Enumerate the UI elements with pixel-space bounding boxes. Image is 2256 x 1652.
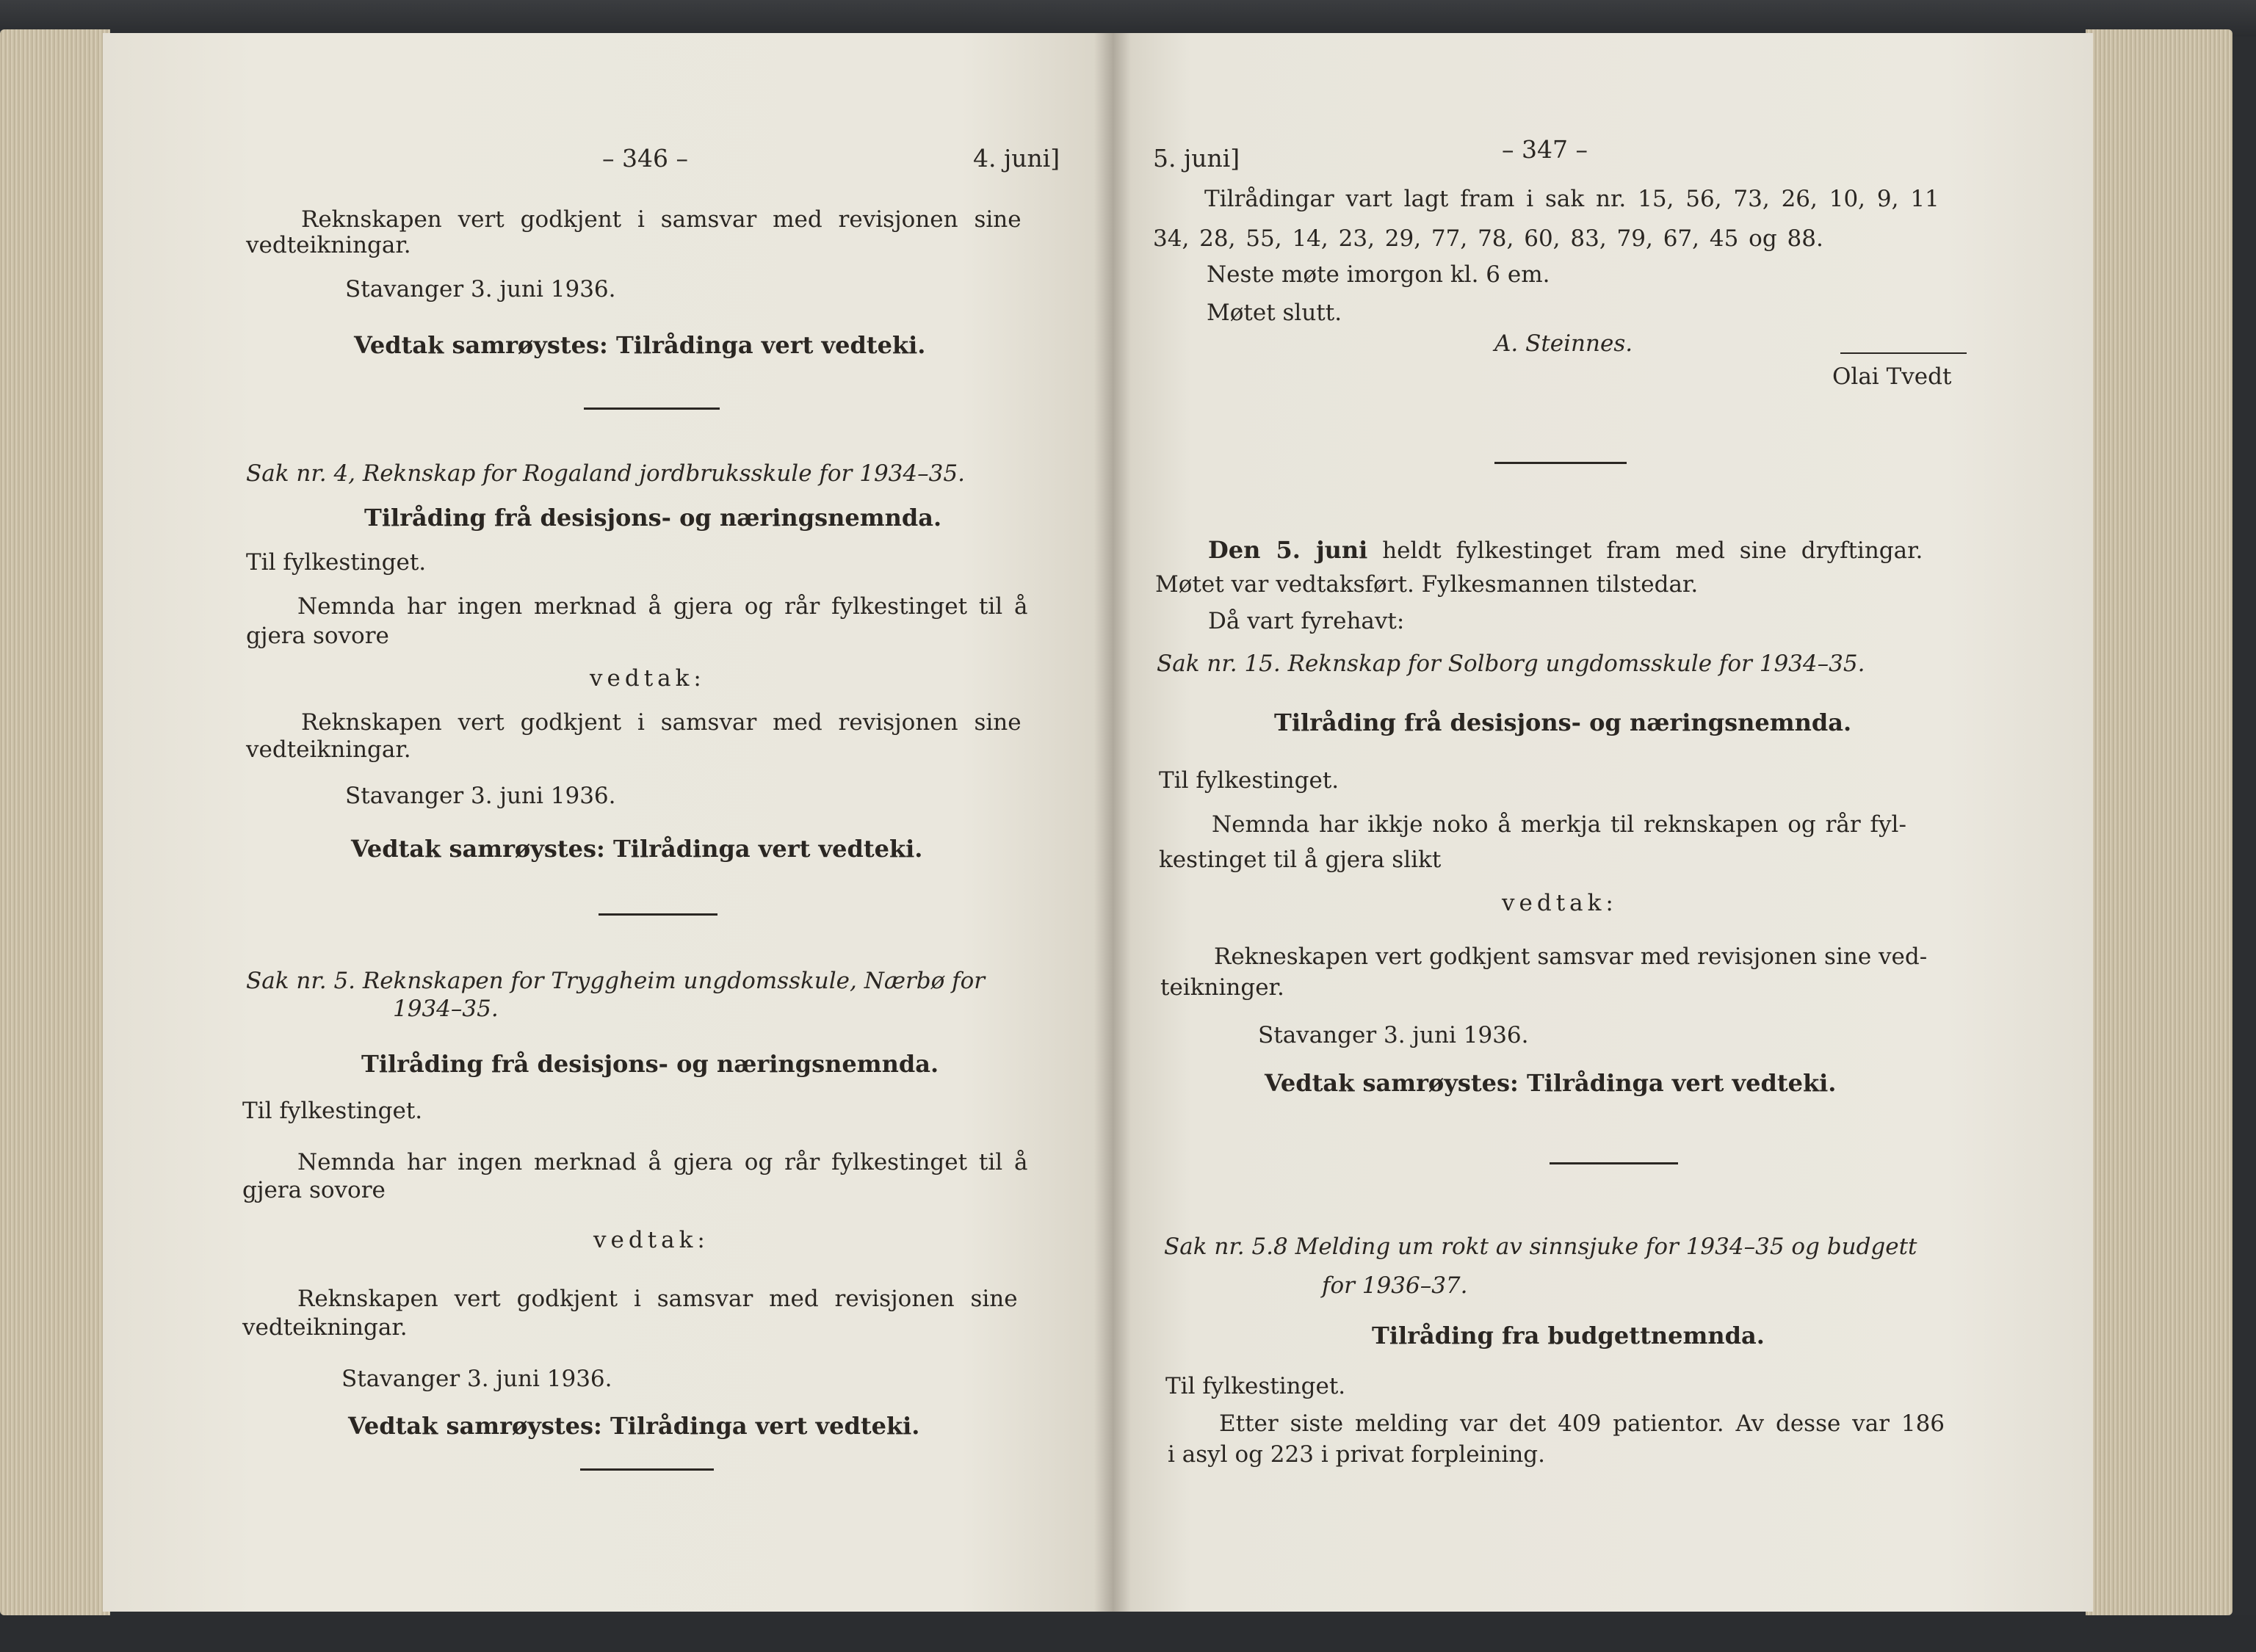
section-heading: Tilråding fra budgettnemnda. xyxy=(1372,1322,1765,1350)
session-date: Den 5. juni xyxy=(1208,536,1368,564)
paragraph-line: Nemnda har ingen merknad å gjera og rår fylkestinget til å xyxy=(297,1149,1028,1175)
paragraph-line: vedteikningar. xyxy=(242,1314,408,1341)
section-rule xyxy=(580,1468,714,1471)
signature-name: Olai Tvedt xyxy=(1832,363,1952,390)
section-rule xyxy=(599,913,717,916)
section-heading: Tilråding frå desisjons- og næringsnemnda. xyxy=(1274,709,1852,736)
session-text: heldt fylkestinget fram med sine dryftingar. xyxy=(1382,537,1923,564)
paragraph-line: Nemnda har ikkje noko å merkja til reknskapen og rår fyl- xyxy=(1212,811,1906,838)
paragraph-line: gjera sovore xyxy=(246,623,389,649)
paragraph-line: 34, 28, 55, 14, 23, 29, 77, 78, 60, 83, 79, 67, 45 og 88. xyxy=(1153,225,1823,252)
place-date: Stavanger 3. juni 1936. xyxy=(345,276,616,302)
paragraph-line: kestinget til å gjera slikt xyxy=(1159,847,1442,873)
session-opening xyxy=(1208,536,1923,565)
book-cover-top xyxy=(0,0,2256,37)
page-number: – 346 – xyxy=(602,144,688,173)
paragraph-line: Neste møte imorgon kl. 6 em. xyxy=(1207,261,1550,288)
case-title: 1934–35. xyxy=(393,996,499,1022)
paragraph-line: Rekneskapen vert godkjent samsvar med revisjonen sine ved- xyxy=(1214,943,1928,970)
page-edges-right xyxy=(2086,29,2232,1615)
case-title: Sak nr. 5. Reknskapen for Tryggheim ungdomsskule, Nærbø for xyxy=(246,968,986,994)
signature-line xyxy=(1840,352,1967,354)
page-number: – 347 – xyxy=(1502,135,1588,164)
paragraph-line: vedteikningar. xyxy=(246,232,411,258)
header-date: 5. juni] xyxy=(1153,144,1240,173)
paragraph-line: gjera sovore xyxy=(242,1177,386,1203)
page-edges-left xyxy=(0,29,110,1615)
paragraph-line: vedteikningar. xyxy=(246,736,411,763)
addressee: Til fylkestinget. xyxy=(1165,1373,1346,1399)
case-title: Sak nr. 15. Reknskap for Solborg ungdomsskule for 1934–35. xyxy=(1157,651,1865,677)
place-date: Stavanger 3. juni 1936. xyxy=(341,1366,612,1392)
paragraph-line: Møtet slutt. xyxy=(1207,300,1342,326)
paragraph-line: Reknskapen vert godkjent i samsvar med revisjonen sine xyxy=(297,1286,1018,1312)
addressee: Til fylkestinget. xyxy=(242,1098,423,1124)
addressee: Til fylkestinget. xyxy=(1159,767,1340,794)
header-date: 4. juni] xyxy=(973,144,1060,173)
addressee: Til fylkestinget. xyxy=(246,549,427,576)
verdict: Vedtak samrøystes: Tilrådinga vert vedteki. xyxy=(351,835,923,863)
place-date: Stavanger 3. juni 1936. xyxy=(1258,1022,1529,1048)
paragraph-line: teikninger. xyxy=(1160,974,1284,1001)
case-title: for 1936–37. xyxy=(1322,1272,1468,1299)
section-rule xyxy=(584,407,720,410)
case-title: Sak nr. 5.8 Melding um rokt av sinnsjuke for 1934–35 og budgett xyxy=(1164,1233,1917,1260)
paragraph-line: Då vart fyrehavt: xyxy=(1208,608,1405,634)
paragraph-line: Etter siste melding var det 409 patientor. Av desse var 186 xyxy=(1219,1410,1945,1437)
case-title: Sak nr. 4, Reknskap for Rogaland jordbruksskule for 1934–35. xyxy=(246,460,965,487)
paragraph-line: Møtet var vedtaksført. Fylkesmannen tilstedar. xyxy=(1155,571,1699,598)
section-rule xyxy=(1494,462,1627,464)
paragraph-line: i asyl og 223 i privat forpleining. xyxy=(1168,1441,1545,1468)
book-gutter xyxy=(1094,33,1131,1612)
verdict: Vedtak samrøystes: Tilrådinga vert vedteki. xyxy=(354,331,926,359)
signature-name: A. Steinnes. xyxy=(1494,330,1633,357)
paragraph-line: Reknskapen vert godkjent i samsvar med revisjonen sine xyxy=(301,206,1022,233)
vedtak-label: vedtak: xyxy=(593,1227,709,1253)
vedtak-label: vedtak: xyxy=(1502,890,1618,916)
place-date: Stavanger 3. juni 1936. xyxy=(345,783,616,809)
section-heading: Tilråding frå desisjons- og næringsnemnda. xyxy=(361,1050,939,1078)
section-rule xyxy=(1550,1162,1678,1164)
paragraph-line: Tilrådingar vart lagt fram i sak nr. 15, 56, 73, 26, 10, 9, 11 xyxy=(1204,186,1939,212)
section-heading: Tilråding frå desisjons- og næringsnemnda. xyxy=(364,504,942,532)
verdict: Vedtak samrøystes: Tilrådinga vert vedteki. xyxy=(348,1412,920,1440)
verdict: Vedtak samrøystes: Tilrådinga vert vedteki. xyxy=(1265,1069,1837,1097)
paragraph-line: Nemnda har ingen merknad å gjera og rår fylkestinget til å xyxy=(297,593,1028,620)
paragraph-line: Reknskapen vert godkjent i samsvar med revisjonen sine xyxy=(301,709,1022,736)
book-cover-bottom xyxy=(0,1615,2256,1652)
vedtak-label: vedtak: xyxy=(590,665,706,692)
